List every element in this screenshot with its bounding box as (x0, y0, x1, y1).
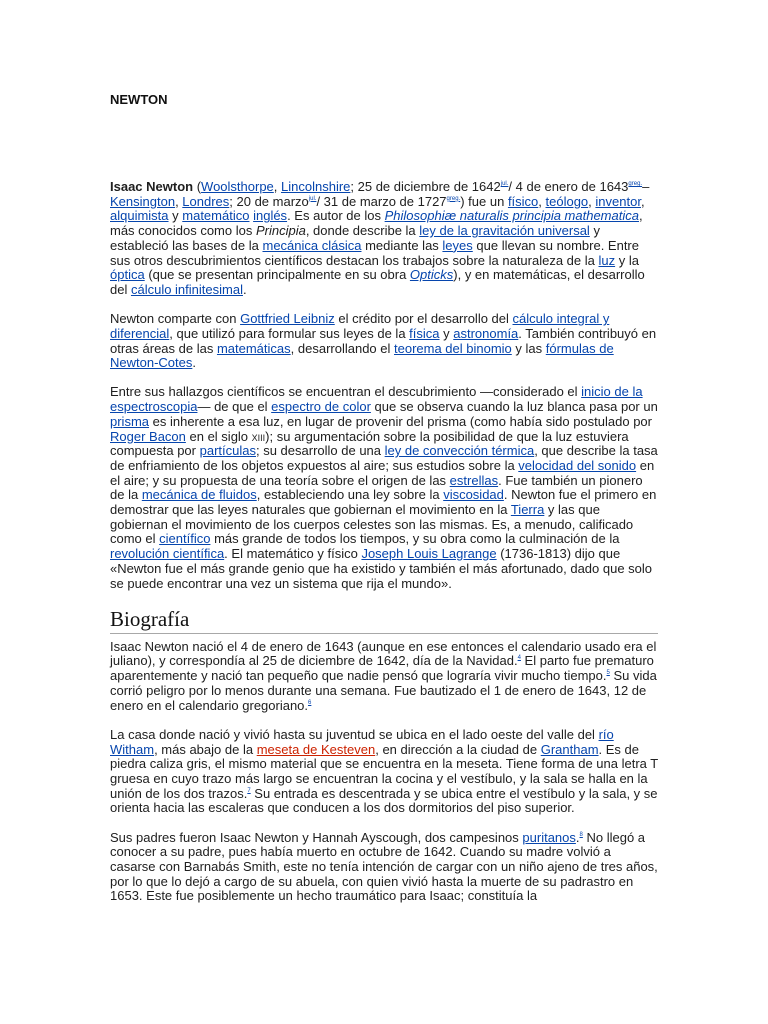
link-velocidad-sonido[interactable]: velocidad del sonido (518, 457, 637, 473)
reference-4[interactable]: 4 (517, 655, 521, 662)
link-revolucion-cientifica[interactable]: revolución científica (110, 546, 225, 562)
reference-6[interactable]: 6 (308, 699, 312, 706)
link-inventor[interactable]: inventor (595, 193, 641, 209)
link-lagrange[interactable]: Joseph Louis Lagrange (361, 546, 497, 562)
link-philosophiae[interactable]: Philosophiæ naturalis principia mathematica (384, 208, 639, 224)
link-opticks[interactable]: Opticks (409, 267, 454, 283)
link-lincolnshire[interactable]: Lincolnshire (281, 179, 351, 194)
reference-5[interactable]: 5 (606, 670, 610, 677)
subject-name: Isaac Newton (110, 179, 194, 194)
link-fisica[interactable]: física (409, 325, 440, 341)
reference-7[interactable]: 7 (247, 787, 251, 794)
link-optica[interactable]: óptica (110, 267, 145, 283)
article-content (110, 180, 658, 919)
link-meseta-kesteven[interactable]: meseta de Kesteven (256, 741, 376, 757)
link-rio-witham[interactable]: río Witham (110, 726, 614, 757)
principia-title: Principia (255, 223, 306, 239)
section-heading-biografia: Biografía (110, 606, 658, 634)
link-calculo-integral[interactable]: cálculo integral y diferencial (110, 311, 610, 341)
century-numeral: xiii (251, 428, 266, 444)
link-mecanica-fluidos[interactable]: mecánica de fluidos (141, 487, 257, 503)
link-leibniz[interactable]: Gottfried Leibniz (240, 311, 335, 327)
note-jul[interactable]: jul. (308, 195, 317, 202)
link-alquimista[interactable]: alquimista (110, 208, 169, 224)
link-particulas[interactable]: partículas (199, 443, 256, 459)
link-kensington[interactable]: Kensington (110, 193, 176, 209)
link-puritanos[interactable]: puritanos (522, 829, 576, 845)
link-londres[interactable]: Londres (182, 193, 230, 209)
link-fisico[interactable]: físico (507, 193, 539, 209)
link-espectroscopia[interactable]: inicio de la espectroscopia (110, 384, 643, 415)
link-matematicas[interactable]: matemáticas (216, 340, 291, 356)
link-teologo[interactable]: teólogo (545, 193, 589, 209)
link-conveccion[interactable]: ley de convección térmica (384, 443, 535, 459)
reference-8[interactable]: 8 (579, 831, 583, 838)
link-estrellas[interactable]: estrellas (449, 472, 499, 488)
paragraph-nacimiento: Isaac Newton nació el 4 de enero de 1643 (aunque en ese entonces el calendario usado era el juliano), y correspondía al 25 de diciembre de 1642, día de la Navidad.$^4$ El parto fue prematuro aparentemente y nació tan pequeño que nadie pensó que lograría vivir mucho tiempo.$^5$ Su vida corrió peligro por lo menos durante una semana. Fue bautizado el 1 de enero de 1643, 12 de enero en el calendario gregoriano.$^6$ (110, 638, 657, 713)
paragraph-hallazgos: Entre sus hallazgos científicos se encuentran el descubrimiento —considerado el inicio de la espectroscopia— de que el espectro de color que se observa cuando la luz blanca pasa por un prisma es inherente a esa luz, en lugar de provenir del prisma (como había sido postulado por Roger Bacon en el siglo xiii); su argumentación sobre la posibilidad de que la luz estuviera compuesta por partículas; su desarrollo de una ley de convección térmica, que describe la tasa de enfriamiento de los objetos expuestos al aire; sus estudios sobre la velocidad del sonido en el aire; y su propuesta de una teoría sobre el origen de las estrellas. Fue también un pionero de la mecánica de fluidos, estableciendo una ley sobre la viscosidad. Newton fue el primero en demostrar que las leyes naturales que gobiernan el movimiento en la Tierra y las que gobiernan el movimiento de los cuerpos celestes son las mismas. Es, a menudo, calificado como el científico más grande de todos los tiempos, y su obra como la culminación de la revolución científica. El matemático y físico Joseph Louis Lagrange (1736-1813) dijo que «Newton fue el más grande genio que ha existido y también el más afortunado, dado que solo se puede encontrar una vez un sistema que rija el mundo». (110, 384, 658, 591)
link-leyes[interactable]: leyes (442, 237, 473, 253)
paragraph-casa: La casa donde nació y vivió hasta su juventud se ubica en el lado oeste del valle del río Witham, más abajo de la meseta de Kesteven, en dirección a la ciudad de Grantham. Es de piedra caliza gris, el mismo material que se encuentra en la meseta. Tiene forma de una letra T gruesa en cuyo trazo más largo se encuentran la cocina y el vestíbulo, y la sala se halla en la unión de los dos trazos.$^7$ Su entrada es descentrada y se ubica entre el vestíbulo y la sala, y se orienta hacia las escaleras que conducen a los dos dormitorios del piso superior. (110, 726, 658, 816)
note-greg[interactable]: greg. (628, 181, 643, 187)
link-astronomia[interactable]: astronomía (453, 325, 519, 341)
link-espectro-color[interactable]: espectro de color (271, 399, 371, 415)
link-teorema-binomio[interactable]: teorema del binomio (394, 340, 512, 356)
document-title: NEWTON (110, 92, 168, 107)
paragraph-intro: Isaac Newton (Woolsthorpe, Lincolnshire; 25 de diciembre de $1642^{jul.}/$ 4 de enero de $1643^{greg.}$–Kensington, Londres; 20 de marzo$^{jul.}$/ 31 de marzo de $1727^{greg.}$) fue un físico, teólogo, inventor, alquimista y matemático inglés. Es autor de los Philosophiæ naturalis principia mathematica, más conocidos como los Principia, donde describe la ley de la gravitación universal y estableció las bases de la mecánica clásica mediante las leyes que llevan su nombre. Entre sus otros descubrimientos científicos destacan los trabajos sobre la naturaleza de la luz y la óptica (que se presentan principalmente en su obra Opticks), y en matemáticas, el desarrollo del cálculo infinitesimal. (110, 179, 650, 297)
link-newton-cotes[interactable]: fórmulas de Newton-Cotes (110, 340, 614, 371)
link-tierra[interactable]: Tierra (510, 502, 545, 518)
link-viscosidad[interactable]: viscosidad (443, 487, 504, 503)
link-grantham[interactable]: Grantham (540, 741, 599, 757)
link-matematico[interactable]: matemático (182, 208, 250, 224)
note-greg[interactable]: greg. (446, 195, 461, 202)
link-woolsthorpe[interactable]: Woolsthorpe (201, 179, 274, 194)
link-mecanica-clasica[interactable]: mecánica clásica (262, 237, 362, 253)
note-jul[interactable]: jul. (500, 181, 509, 187)
paragraph-leibniz: Newton comparte con Gottfried Leibniz el crédito por el desarrollo del cálculo integral y diferencial, que utilizó para formular sus leyes de la física y astronomía. También contribuyó en otras áreas de las matemáticas, desarrollando el teorema del binomio y las fórmulas de Newton-Cotes. (110, 311, 657, 371)
link-cientifico[interactable]: científico (159, 531, 211, 547)
link-ingles[interactable]: inglés (253, 208, 288, 224)
link-calculo-infinitesimal[interactable]: cálculo infinitesimal (130, 281, 243, 297)
link-ley-gravitacion[interactable]: ley de la gravitación universal (419, 223, 590, 239)
link-luz[interactable]: luz (598, 252, 616, 268)
paragraph-padres: Sus padres fueron Isaac Newton y Hannah Ayscough, dos campesinos puritanos.$^8$ No llegó a conocer a su padre, pues había muerto en octubre de 1642. Cuando su madre volvió a casarse con Barnabás Smith, este no tenía intención de cargar con un niño ajeno de tres años, por lo que lo dejó a cargo de su abuela, con quien vivió hasta la muerte de su padrastro en 1653. Este fue posiblemente un hecho traumático para Isaac; constituía la (110, 829, 658, 904)
link-prisma[interactable]: prisma (110, 413, 150, 429)
link-roger-bacon[interactable]: Roger Bacon (110, 428, 186, 444)
